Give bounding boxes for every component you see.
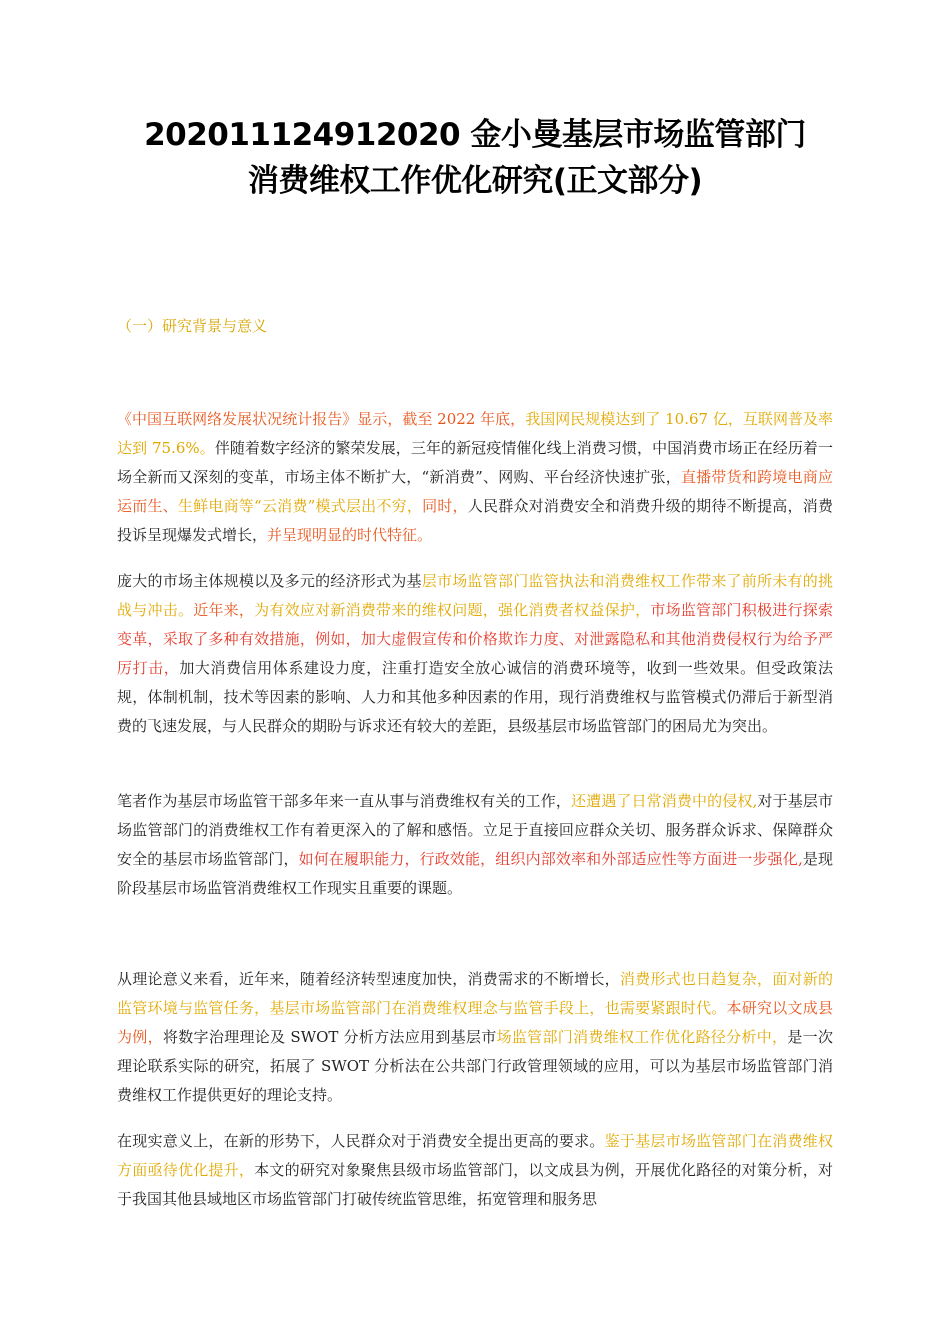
text-segment: 在现实意义上，在新的形势下，人民群众对于消费安全提出更高的要求。: [117, 1132, 605, 1150]
paragraph-3: [117, 787, 833, 903]
text-segment: 是一次理论联系实际的研究，拓展了 SWOT 分析法在公共部门行政管理领域的应用，可以为基层市场监管部门消费维权工作提供更好的理论支持。: [117, 1028, 833, 1104]
paragraph-4: [117, 965, 833, 1110]
text-segment: 近年来，: [193, 601, 255, 619]
text-segment: 层市场监管部门监管执法和消费维权工作带来了前所未有的挑战与冲击。: [117, 572, 833, 619]
text-segment: 伴随着数字经济的繁荣发展，三年的新冠疫情催化线上消费习惯，中国消费市场正在经历着一场全新而又深刻的变革，市场主体不断扩大，“新消费”、网购、平台经济快速扩张，: [117, 439, 833, 486]
document-title: [60, 112, 890, 204]
text-segment: 市场监管部门积极进行探索变革，采取了多种有效措施，例如，加大虚假宣传和价格欺诈力度、对泄露隐私和其他消费侵权行为给予严厉打击，: [117, 601, 833, 677]
text-segment: 同时，: [422, 497, 468, 515]
text-segment: 鉴于基层市场监管部门在消费维权方面亟待优化提升，: [117, 1132, 833, 1179]
text-segment: 如何在履职能力，行政效能，组织内部效率和外部适应性等方面进一步强化,: [298, 850, 803, 868]
text-segment: 加大消费信用体系建设力度，注重打造安全放心诚信的消费环境等，收到一些效果。但受政策法规，体制机制，技术等因素的影响、人力和其他多种因素的作用，现行消费维权与监管模式仍滞后于新型消费的飞速发展，与人民群众的期盼与诉求还有较大的差距，县级基层市场监管部门的困局尤为突出。: [117, 659, 833, 735]
text-segment: 《中国互联网络发展状况统计报告》显示，截至 2022 年底，: [117, 410, 526, 428]
text-segment: 直播带货和跨境电商应运而生、: [117, 468, 833, 515]
paragraph-2: [117, 567, 833, 741]
text-segment: 从理论意义来看，近年来，随着经济转型速度加快，消费需求的不断增长，: [117, 970, 620, 988]
text-segment: 生鲜电商等“云消费”模式层出不穷，: [177, 497, 423, 515]
paragraph-5: [117, 1127, 833, 1214]
paragraph-1: [117, 405, 833, 550]
section-heading: （一）研究背景与意义: [117, 317, 268, 335]
text-segment: 消费形式也日趋复杂，面对新的监管环境与监管任务，基层市场监管部门在消费维权理念与监管手段上，也需要紧跟时代。: [117, 970, 833, 1017]
title-line-1: 202011124912020 金小曼基层市场监管部门: [144, 117, 806, 153]
text-segment: 还遭遇了日常消费中的侵权,: [570, 792, 758, 810]
text-segment: 庞大的市场主体规模以及多元的经济形式为基: [117, 572, 422, 590]
text-segment: 本文的研究对象聚焦县级市场监管部门，以文成县为例，开展优化路径的对策分析，对于我国其他县域地区市场监管部门打破传统监管思维，拓宽管理和服务思: [117, 1161, 833, 1208]
text-segment: 将数字治理理论及 SWOT 分析方法应用到基层市: [162, 1028, 497, 1046]
text-segment: 人民群众对消费安全和消费升级的期待不断提高，消费投诉呈现爆发式增长，: [117, 497, 833, 544]
text-segment: 是现阶段基层市场监管消费维权工作现实且重要的课题。: [117, 850, 833, 897]
text-segment: 场监管部门消费维权工作优化路径分析中，: [496, 1028, 788, 1046]
text-segment: 我国网民规模达到了 10.67 亿，互联网普及率达到 75.6%。: [117, 410, 833, 457]
text-segment: 本研究以文成县为例，: [117, 999, 833, 1046]
text-segment: 并呈现明显的时代特征。: [267, 526, 433, 544]
title-line-2: 消费维权工作优化研究(正文部分): [247, 163, 703, 199]
text-segment: 为有效应对新消费带来的维权问题，强化消费者权益保护，: [254, 601, 651, 619]
text-segment: 笔者作为基层市场监管干部多年来一直从事与消费维权有关的工作，: [117, 792, 571, 810]
text-segment: 对于基层市场监管部门的消费维权工作有着更深入的了解和感悟。立足于直接回应群众关切、服务群众诉求、保障群众安全的基层市场监管部门，: [117, 792, 833, 868]
